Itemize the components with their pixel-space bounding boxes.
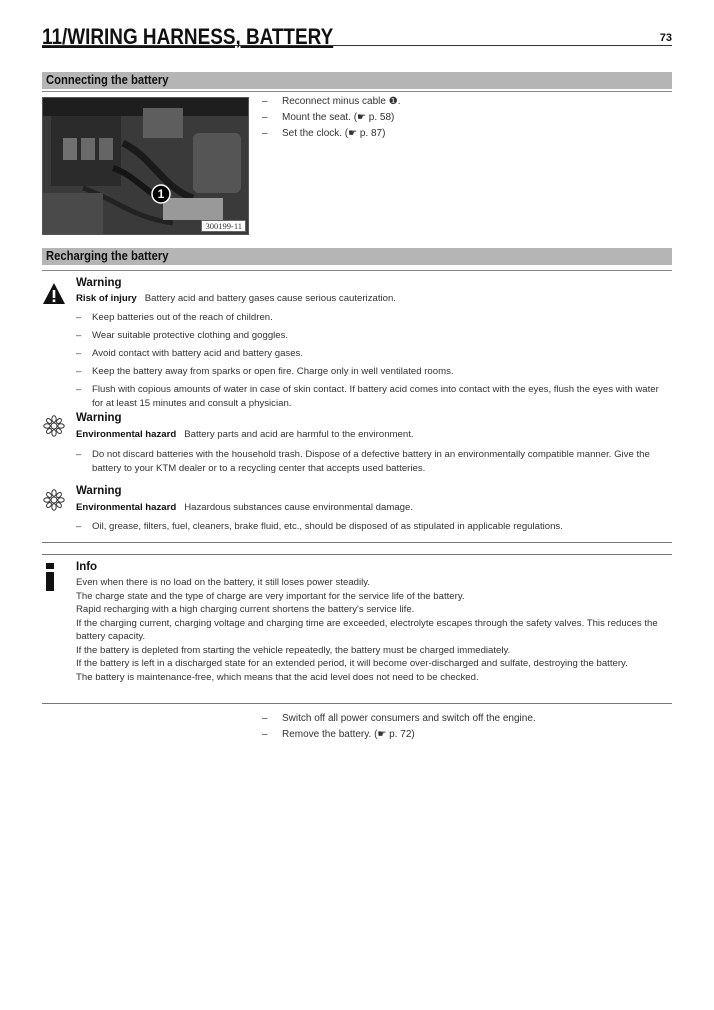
hazard-label: Environmental hazard [76, 429, 177, 440]
warning-title: Warning [76, 485, 122, 497]
info-title: Info [76, 561, 98, 573]
warning-title: Warning [76, 412, 122, 424]
warning-list [76, 448, 672, 480]
recharge-steps [262, 711, 536, 743]
info-line: Rapid recharging with a high charging current shortens the battery's service life. [76, 604, 415, 615]
section-rule [42, 270, 672, 271]
divider [42, 703, 672, 704]
list-item: – Flush with copious amounts of water in case of skin contact. If battery acid comes into contact with the eyes, flush the eyes with water for at least 15 minutes and consult a physician. [76, 383, 672, 411]
section-rule [42, 91, 672, 92]
warning-list [76, 520, 672, 538]
connect-step: – Reconnect minus cable ❶. [262, 96, 401, 107]
list-item: – Keep the battery away from sparks or open fire. Charge only in well ventilated rooms. [76, 365, 672, 379]
section-title-recharging [42, 248, 672, 265]
list-item: – Do not discard batteries with the household trash. Dispose of a defective battery in an environmentally compatible manner. Give the battery to your KTM dealer or to a recycling center that accepts used batteries. [76, 448, 672, 476]
list-item: – Wear suitable protective clothing and goggles. [76, 329, 672, 343]
hazard-label: Environmental hazard [76, 502, 177, 513]
callout-1: 1 [157, 187, 165, 201]
section-title-recharging-text: Recharging the battery [46, 249, 169, 263]
info-line: The battery is maintenance-free, which means that the acid level does not need to be checked. [76, 671, 479, 683]
warning-list [76, 311, 672, 415]
page-header [42, 22, 672, 48]
list-item: – Avoid contact with battery acid and battery gases. [76, 347, 672, 361]
warning-hazard-line [76, 429, 414, 440]
info-line: Even when there is no load on the battery, it still loses power steadily. [76, 577, 371, 588]
recharge-step: – Remove the battery. (☛ p. 72) [262, 729, 415, 740]
chapter-title: 11/WIRING HARNESS, BATTERY [42, 24, 334, 49]
environment-flower-icon [42, 488, 66, 512]
environment-flower-icon [42, 414, 66, 438]
section-title-connecting-text: Connecting the battery [46, 73, 169, 87]
connect-step: – Set the clock. (☛ p. 87) [262, 128, 386, 139]
hazard-label: Risk of injury [76, 293, 137, 304]
section-title-connecting [42, 72, 672, 89]
connect-steps [262, 94, 400, 142]
info-line: If the charging current, charging voltage and charging time are exceeded, electrolyte escapes through the safety valves. This reduces the battery capacity. [76, 617, 658, 642]
info-text [76, 576, 672, 684]
hazard-text: Hazardous substances cause environmental damage. [184, 502, 414, 513]
hazard-text: Battery acid and battery gases cause serious cauterization. [144, 293, 396, 304]
battery-photo-illustration [43, 98, 248, 234]
photo-code: 300199-11 [201, 220, 246, 232]
list-item: – Oil, grease, filters, fuel, cleaners, brake fluid, etc., should be disposed of as stipulated in applicable regulations. [76, 520, 672, 534]
warning-title: Warning [76, 277, 122, 289]
divider [42, 554, 672, 555]
divider [42, 542, 672, 543]
hazard-text: Battery parts and acid are harmful to the environment. [184, 429, 414, 440]
page-number: 73 [659, 32, 672, 44]
recharge-step: – Switch off all power consumers and switch off the engine. [262, 713, 536, 724]
info-icon [38, 563, 62, 591]
warning-hazard-line [76, 293, 396, 304]
info-line: If the battery is left in a discharged state for an extended period, it will become over-discharged and sulfate, destroying the battery. [76, 658, 628, 669]
info-line: The charge state and the type of charge are very important for the service life of the battery. [76, 590, 465, 602]
info-line: If the battery is depleted from starting the vehicle repeatedly, the battery must be charged immediately. [76, 644, 511, 656]
warning-hazard-line [76, 502, 413, 513]
battery-photo [42, 97, 249, 235]
warning-triangle-icon [42, 282, 66, 306]
list-item: – Keep batteries out of the reach of children. [76, 311, 672, 325]
connect-step: – Mount the seat. (☛ p. 58) [262, 112, 395, 123]
header-rule [42, 45, 672, 46]
